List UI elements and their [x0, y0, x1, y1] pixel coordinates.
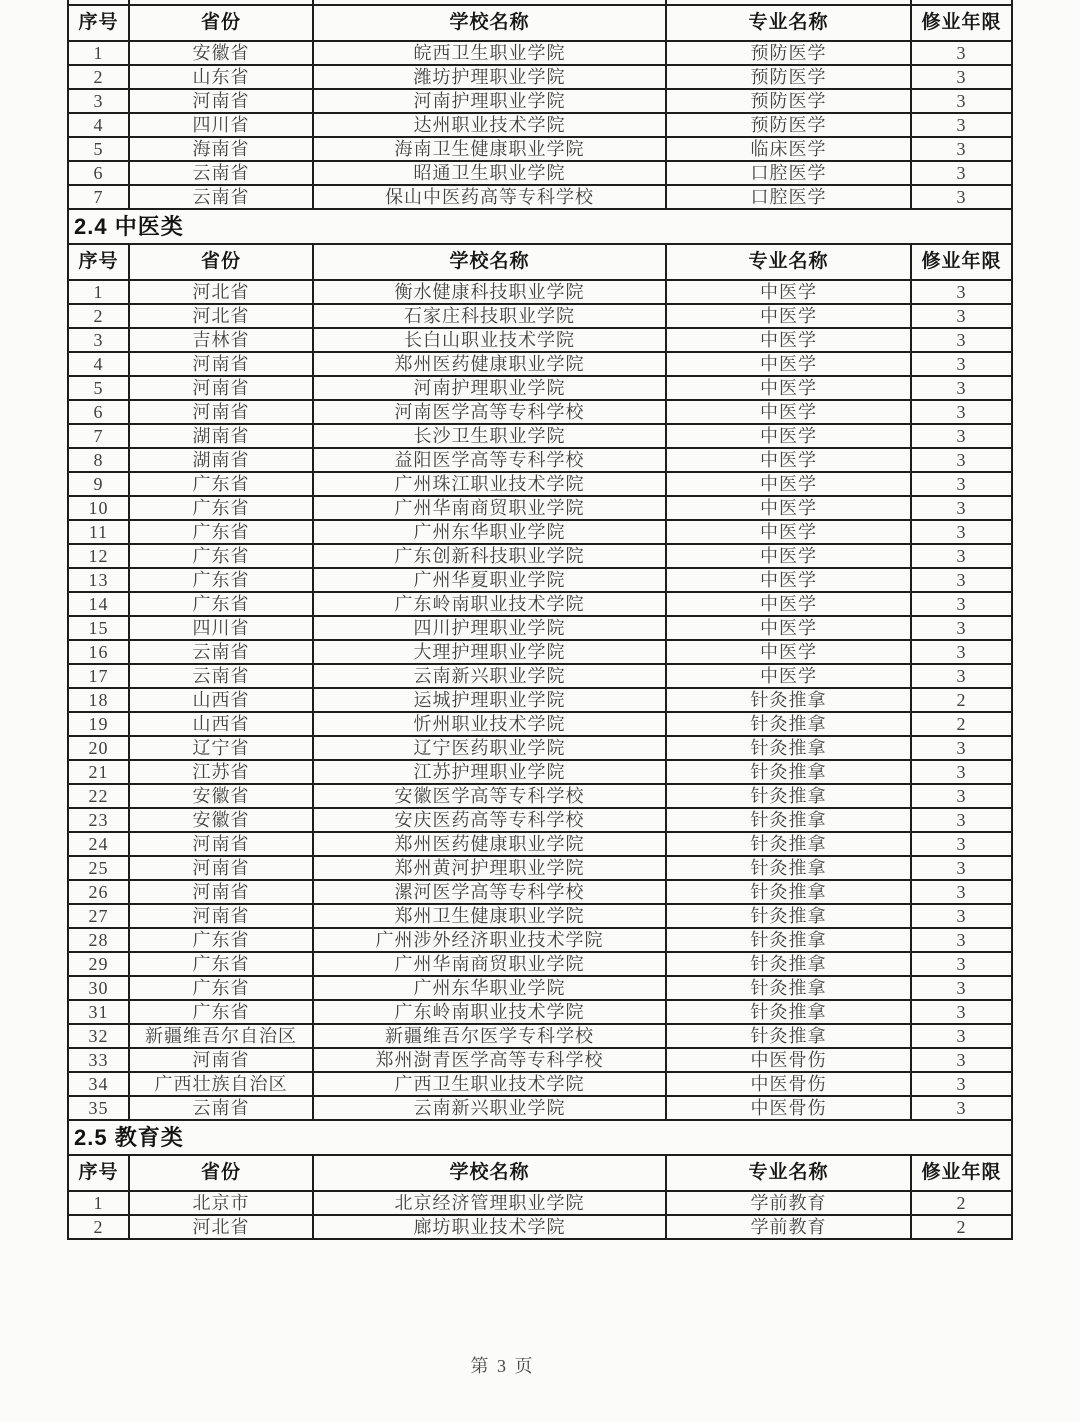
row-no-cell: 5 — [68, 137, 129, 161]
major-cell: 预防医学 — [666, 89, 911, 113]
years-cell: 3 — [911, 808, 1012, 832]
school-cell: 广州涉外经济职业技术学院 — [313, 928, 666, 952]
province-cell: 北京市 — [129, 1191, 313, 1215]
table-row — [68, 1215, 1012, 1239]
school-cell: 安徽医学高等专科学校 — [313, 784, 666, 808]
years-cell: 3 — [911, 976, 1012, 1000]
major-cell: 中医骨伤 — [666, 1048, 911, 1072]
province-cell: 吉林省 — [129, 328, 313, 352]
years-cell: 3 — [911, 1072, 1012, 1096]
section-row — [68, 209, 1012, 244]
major-cell: 中医学 — [666, 592, 911, 616]
years-cell: 3 — [911, 832, 1012, 856]
school-cell: 郑州澍青医学高等专科学校 — [313, 1048, 666, 1072]
column-header: 序号 — [68, 1155, 129, 1191]
years-cell: 3 — [911, 928, 1012, 952]
column-header: 专业名称 — [666, 5, 911, 41]
years-cell: 3 — [911, 952, 1012, 976]
school-cell: 广州华南商贸职业学院 — [313, 952, 666, 976]
row-no-cell: 2 — [68, 304, 129, 328]
row-no-cell: 12 — [68, 544, 129, 568]
province-cell: 河南省 — [129, 352, 313, 376]
major-cell: 学前教育 — [666, 1215, 911, 1239]
table-row — [68, 952, 1012, 976]
row-no-cell: 5 — [68, 376, 129, 400]
tables-container — [67, 0, 1011, 1240]
school-cell: 广州东华职业学院 — [313, 520, 666, 544]
row-no-cell: 18 — [68, 688, 129, 712]
years-cell: 3 — [911, 89, 1012, 113]
years-cell: 3 — [911, 41, 1012, 65]
major-cell: 针灸推拿 — [666, 880, 911, 904]
row-no-cell: 2 — [68, 1215, 129, 1239]
row-no-cell: 20 — [68, 736, 129, 760]
table-row — [68, 520, 1012, 544]
table-row — [68, 89, 1012, 113]
years-cell: 3 — [911, 1048, 1012, 1072]
header-row — [68, 1155, 1012, 1191]
table-row — [68, 448, 1012, 472]
school-cell: 昭通卫生职业学院 — [313, 161, 666, 185]
province-cell: 江苏省 — [129, 760, 313, 784]
school-cell: 四川护理职业学院 — [313, 616, 666, 640]
years-cell: 3 — [911, 400, 1012, 424]
school-cell: 广东创新科技职业学院 — [313, 544, 666, 568]
province-cell: 河北省 — [129, 1215, 313, 1239]
school-cell: 北京经济管理职业学院 — [313, 1191, 666, 1215]
province-cell: 广东省 — [129, 976, 313, 1000]
row-no-cell: 11 — [68, 520, 129, 544]
school-cell: 云南新兴职业学院 — [313, 1096, 666, 1120]
province-cell: 河南省 — [129, 400, 313, 424]
years-cell: 3 — [911, 280, 1012, 304]
table-row — [68, 736, 1012, 760]
school-cell: 广州华南商贸职业学院 — [313, 496, 666, 520]
major-cell: 预防医学 — [666, 113, 911, 137]
years-cell: 3 — [911, 640, 1012, 664]
years-cell: 3 — [911, 448, 1012, 472]
province-cell: 广东省 — [129, 568, 313, 592]
years-cell: 3 — [911, 520, 1012, 544]
table-row — [68, 928, 1012, 952]
school-major-table — [67, 0, 1013, 1240]
province-cell: 四川省 — [129, 616, 313, 640]
row-no-cell: 27 — [68, 904, 129, 928]
table-row — [68, 856, 1012, 880]
column-header: 专业名称 — [666, 244, 911, 280]
major-cell: 针灸推拿 — [666, 736, 911, 760]
major-cell: 中医学 — [666, 328, 911, 352]
school-cell: 河南护理职业学院 — [313, 89, 666, 113]
column-header: 序号 — [68, 244, 129, 280]
school-cell: 广州珠江职业技术学院 — [313, 472, 666, 496]
major-cell: 学前教育 — [666, 1191, 911, 1215]
years-cell: 3 — [911, 352, 1012, 376]
column-header: 修业年限 — [911, 244, 1012, 280]
school-cell: 皖西卫生职业学院 — [313, 41, 666, 65]
province-cell: 海南省 — [129, 137, 313, 161]
table-row — [68, 496, 1012, 520]
school-cell: 郑州医药健康职业学院 — [313, 352, 666, 376]
major-cell: 针灸推拿 — [666, 1024, 911, 1048]
row-no-cell: 3 — [68, 328, 129, 352]
school-cell: 廊坊职业技术学院 — [313, 1215, 666, 1239]
table-row — [68, 472, 1012, 496]
row-no-cell: 30 — [68, 976, 129, 1000]
table-row — [68, 784, 1012, 808]
column-header: 学校名称 — [313, 244, 666, 280]
column-header: 省份 — [129, 5, 313, 41]
years-cell: 3 — [911, 161, 1012, 185]
province-cell: 云南省 — [129, 185, 313, 209]
years-cell: 3 — [911, 496, 1012, 520]
major-cell: 中医骨伤 — [666, 1072, 911, 1096]
table-row — [68, 400, 1012, 424]
school-cell: 忻州职业技术学院 — [313, 712, 666, 736]
years-cell: 3 — [911, 472, 1012, 496]
school-cell: 郑州黄河护理职业学院 — [313, 856, 666, 880]
table-row — [68, 1096, 1012, 1120]
years-cell: 3 — [911, 185, 1012, 209]
major-cell: 针灸推拿 — [666, 904, 911, 928]
row-no-cell: 4 — [68, 352, 129, 376]
row-no-cell: 9 — [68, 472, 129, 496]
major-cell: 针灸推拿 — [666, 928, 911, 952]
header-row — [68, 5, 1012, 41]
province-cell: 广东省 — [129, 592, 313, 616]
school-cell: 广州东华职业学院 — [313, 976, 666, 1000]
province-cell: 安徽省 — [129, 41, 313, 65]
row-no-cell: 1 — [68, 41, 129, 65]
school-cell: 达州职业技术学院 — [313, 113, 666, 137]
school-cell: 漯河医学高等专科学校 — [313, 880, 666, 904]
province-cell: 河南省 — [129, 904, 313, 928]
row-no-cell: 7 — [68, 185, 129, 209]
major-cell: 针灸推拿 — [666, 832, 911, 856]
table-row — [68, 304, 1012, 328]
table-row — [68, 640, 1012, 664]
major-cell: 针灸推拿 — [666, 952, 911, 976]
school-cell: 云南新兴职业学院 — [313, 664, 666, 688]
years-cell: 3 — [911, 856, 1012, 880]
province-cell: 河南省 — [129, 89, 313, 113]
table-row — [68, 880, 1012, 904]
table-row — [68, 592, 1012, 616]
table-row — [68, 808, 1012, 832]
province-cell: 云南省 — [129, 161, 313, 185]
school-cell: 广州华夏职业学院 — [313, 568, 666, 592]
province-cell: 河南省 — [129, 880, 313, 904]
row-no-cell: 28 — [68, 928, 129, 952]
row-no-cell: 7 — [68, 424, 129, 448]
column-header: 修业年限 — [911, 1155, 1012, 1191]
row-no-cell: 1 — [68, 1191, 129, 1215]
major-cell: 口腔医学 — [666, 161, 911, 185]
years-cell: 2 — [911, 1191, 1012, 1215]
major-cell: 中医学 — [666, 568, 911, 592]
major-cell: 针灸推拿 — [666, 976, 911, 1000]
row-no-cell: 31 — [68, 1000, 129, 1024]
major-cell: 临床医学 — [666, 137, 911, 161]
years-cell: 3 — [911, 880, 1012, 904]
row-no-cell: 23 — [68, 808, 129, 832]
table-row — [68, 976, 1012, 1000]
section-title: 2.5 教育类 — [68, 1120, 1012, 1155]
major-cell: 针灸推拿 — [666, 808, 911, 832]
row-no-cell: 4 — [68, 113, 129, 137]
school-cell: 大理护理职业学院 — [313, 640, 666, 664]
province-cell: 云南省 — [129, 664, 313, 688]
table-row — [68, 832, 1012, 856]
province-cell: 新疆维吾尔自治区 — [129, 1024, 313, 1048]
table-row — [68, 185, 1012, 209]
table-row — [68, 161, 1012, 185]
row-no-cell: 6 — [68, 400, 129, 424]
years-cell: 3 — [911, 113, 1012, 137]
province-cell: 河北省 — [129, 280, 313, 304]
province-cell: 河南省 — [129, 376, 313, 400]
years-cell: 3 — [911, 664, 1012, 688]
table-row — [68, 328, 1012, 352]
province-cell: 安徽省 — [129, 808, 313, 832]
header-row — [68, 244, 1012, 280]
major-cell: 中医学 — [666, 544, 911, 568]
table-row — [68, 424, 1012, 448]
province-cell: 四川省 — [129, 113, 313, 137]
school-cell: 郑州医药健康职业学院 — [313, 832, 666, 856]
years-cell: 3 — [911, 1024, 1012, 1048]
row-no-cell: 14 — [68, 592, 129, 616]
table-row — [68, 1191, 1012, 1215]
major-cell: 针灸推拿 — [666, 856, 911, 880]
years-cell: 3 — [911, 544, 1012, 568]
years-cell: 3 — [911, 760, 1012, 784]
row-no-cell: 13 — [68, 568, 129, 592]
table-row — [68, 1024, 1012, 1048]
major-cell: 预防医学 — [666, 41, 911, 65]
years-cell: 2 — [911, 1215, 1012, 1239]
major-cell: 中医学 — [666, 448, 911, 472]
column-header: 学校名称 — [313, 5, 666, 41]
row-no-cell: 2 — [68, 65, 129, 89]
school-cell: 海南卫生健康职业学院 — [313, 137, 666, 161]
province-cell: 湖南省 — [129, 448, 313, 472]
major-cell: 中医学 — [666, 376, 911, 400]
table-row — [68, 688, 1012, 712]
row-no-cell: 34 — [68, 1072, 129, 1096]
province-cell: 广东省 — [129, 544, 313, 568]
row-no-cell: 33 — [68, 1048, 129, 1072]
major-cell: 中医学 — [666, 496, 911, 520]
row-no-cell: 19 — [68, 712, 129, 736]
school-cell: 郑州卫生健康职业学院 — [313, 904, 666, 928]
school-cell: 保山中医药高等专科学校 — [313, 185, 666, 209]
school-cell: 长白山职业技术学院 — [313, 328, 666, 352]
row-no-cell: 17 — [68, 664, 129, 688]
province-cell: 河南省 — [129, 856, 313, 880]
years-cell: 3 — [911, 784, 1012, 808]
province-cell: 广东省 — [129, 952, 313, 976]
province-cell: 辽宁省 — [129, 736, 313, 760]
table-row — [68, 712, 1012, 736]
school-cell: 运城护理职业学院 — [313, 688, 666, 712]
major-cell: 针灸推拿 — [666, 784, 911, 808]
major-cell: 中医骨伤 — [666, 1096, 911, 1120]
major-cell: 中医学 — [666, 280, 911, 304]
table-row — [68, 544, 1012, 568]
table-row — [68, 352, 1012, 376]
school-cell: 辽宁医药职业学院 — [313, 736, 666, 760]
province-cell: 山西省 — [129, 688, 313, 712]
province-cell: 湖南省 — [129, 424, 313, 448]
province-cell: 广西壮族自治区 — [129, 1072, 313, 1096]
years-cell: 3 — [911, 616, 1012, 640]
major-cell: 中医学 — [666, 520, 911, 544]
table-row — [68, 1000, 1012, 1024]
school-cell: 广东岭南职业技术学院 — [313, 592, 666, 616]
table-row — [68, 568, 1012, 592]
column-header: 专业名称 — [666, 1155, 911, 1191]
province-cell: 山西省 — [129, 712, 313, 736]
major-cell: 预防医学 — [666, 65, 911, 89]
row-no-cell: 21 — [68, 760, 129, 784]
row-no-cell: 35 — [68, 1096, 129, 1120]
years-cell: 3 — [911, 568, 1012, 592]
school-cell: 河南医学高等专科学校 — [313, 400, 666, 424]
province-cell: 广东省 — [129, 520, 313, 544]
major-cell: 中医学 — [666, 616, 911, 640]
column-header: 修业年限 — [911, 5, 1012, 41]
province-cell: 广东省 — [129, 472, 313, 496]
major-cell: 中医学 — [666, 400, 911, 424]
years-cell: 3 — [911, 65, 1012, 89]
school-cell: 新疆维吾尔医学专科学校 — [313, 1024, 666, 1048]
years-cell: 3 — [911, 137, 1012, 161]
years-cell: 3 — [911, 424, 1012, 448]
table-row — [68, 113, 1012, 137]
major-cell: 口腔医学 — [666, 185, 911, 209]
years-cell: 3 — [911, 1000, 1012, 1024]
page-number: 第 3 页 — [470, 1356, 535, 1376]
row-no-cell: 15 — [68, 616, 129, 640]
row-no-cell: 24 — [68, 832, 129, 856]
school-cell: 广西卫生职业技术学院 — [313, 1072, 666, 1096]
table-row — [68, 65, 1012, 89]
column-header: 学校名称 — [313, 1155, 666, 1191]
province-cell: 河南省 — [129, 832, 313, 856]
province-cell: 广东省 — [129, 928, 313, 952]
row-no-cell: 6 — [68, 161, 129, 185]
school-cell: 衡水健康科技职业学院 — [313, 280, 666, 304]
table-row — [68, 1048, 1012, 1072]
row-no-cell: 26 — [68, 880, 129, 904]
years-cell: 3 — [911, 376, 1012, 400]
table-row — [68, 616, 1012, 640]
school-cell: 长沙卫生职业学院 — [313, 424, 666, 448]
years-cell: 3 — [911, 328, 1012, 352]
table-row — [68, 760, 1012, 784]
major-cell: 中医学 — [666, 472, 911, 496]
province-cell: 河北省 — [129, 304, 313, 328]
years-cell: 3 — [911, 592, 1012, 616]
years-cell: 3 — [911, 1096, 1012, 1120]
column-header: 序号 — [68, 5, 129, 41]
years-cell: 2 — [911, 712, 1012, 736]
school-cell: 广东岭南职业技术学院 — [313, 1000, 666, 1024]
major-cell: 中医学 — [666, 304, 911, 328]
years-cell: 2 — [911, 688, 1012, 712]
row-no-cell: 1 — [68, 280, 129, 304]
table-row — [68, 1072, 1012, 1096]
major-cell: 中医学 — [666, 352, 911, 376]
years-cell: 3 — [911, 904, 1012, 928]
major-cell: 中医学 — [666, 664, 911, 688]
years-cell: 3 — [911, 736, 1012, 760]
section-title: 2.4 中医类 — [68, 209, 1012, 244]
school-cell: 河南护理职业学院 — [313, 376, 666, 400]
column-header: 省份 — [129, 1155, 313, 1191]
school-cell: 安庆医药高等专科学校 — [313, 808, 666, 832]
major-cell: 针灸推拿 — [666, 760, 911, 784]
table-body — [68, 0, 1012, 1239]
row-no-cell: 8 — [68, 448, 129, 472]
province-cell: 云南省 — [129, 640, 313, 664]
row-no-cell: 22 — [68, 784, 129, 808]
table-row — [68, 664, 1012, 688]
school-cell: 益阳医学高等专科学校 — [313, 448, 666, 472]
row-no-cell: 29 — [68, 952, 129, 976]
major-cell: 中医学 — [666, 424, 911, 448]
major-cell: 中医学 — [666, 640, 911, 664]
province-cell: 广东省 — [129, 496, 313, 520]
table-row — [68, 904, 1012, 928]
table-row — [68, 137, 1012, 161]
major-cell: 针灸推拿 — [666, 712, 911, 736]
table-row — [68, 41, 1012, 65]
table-row — [68, 376, 1012, 400]
province-cell: 云南省 — [129, 1096, 313, 1120]
province-cell: 山东省 — [129, 65, 313, 89]
row-no-cell: 3 — [68, 89, 129, 113]
years-cell: 3 — [911, 304, 1012, 328]
school-cell: 江苏护理职业学院 — [313, 760, 666, 784]
major-cell: 针灸推拿 — [666, 688, 911, 712]
section-row — [68, 1120, 1012, 1155]
province-cell: 安徽省 — [129, 784, 313, 808]
school-cell: 石家庄科技职业学院 — [313, 304, 666, 328]
province-cell: 广东省 — [129, 1000, 313, 1024]
row-no-cell: 32 — [68, 1024, 129, 1048]
major-cell: 针灸推拿 — [666, 1000, 911, 1024]
school-cell: 潍坊护理职业学院 — [313, 65, 666, 89]
column-header: 省份 — [129, 244, 313, 280]
row-no-cell: 25 — [68, 856, 129, 880]
row-no-cell: 16 — [68, 640, 129, 664]
table-row — [68, 280, 1012, 304]
province-cell: 河南省 — [129, 1048, 313, 1072]
row-no-cell: 10 — [68, 496, 129, 520]
